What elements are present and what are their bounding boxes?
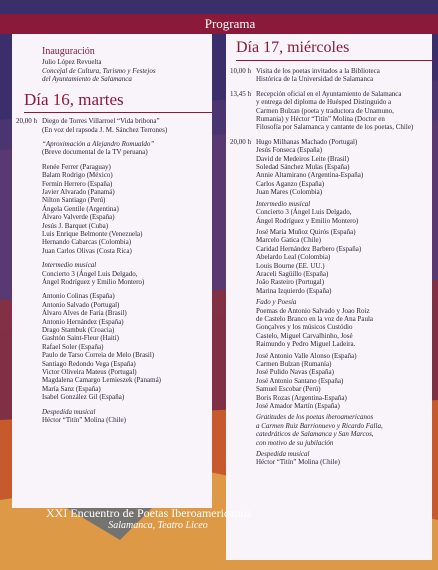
list-item: Antonio Colinas (España) — [42, 292, 115, 301]
session-line: Filosofía por Salamanca y cantante de los poetas, Chile) — [256, 123, 414, 132]
session-row — [230, 67, 434, 84]
interlude-line: Concierto 3 (Ángel Luis Delgado, — [256, 208, 352, 217]
session-time: 10,00 h — [230, 67, 251, 75]
list-item: Álvaro Valverde (España) — [42, 213, 115, 222]
gratitude-line: Gratitudes de los poetas iberoamericanos — [256, 413, 374, 422]
event-title: XXI Encuentro de Poetas Iberoamericanos — [46, 506, 252, 520]
list-item: Hernando Cabarcas (Colombia) — [42, 238, 132, 247]
interlude-title: Intermedio musical — [42, 261, 97, 270]
list-item: Boris Rozas (Argentina-España) — [256, 393, 347, 402]
farewell-title: Despedida musical — [256, 450, 310, 459]
poet-list — [256, 138, 434, 197]
inauguration-line: Julio López Revuelta — [42, 58, 102, 66]
list-item: Isabel González Gil (España) — [42, 393, 125, 402]
list-item: Santiago Redondo Vega (España) — [42, 359, 136, 368]
fado-title: Fado y Poesía — [256, 298, 297, 307]
interlude-line: Ángel Rodríguez y Emilio Montero) — [256, 216, 359, 225]
list-item: Abelardo Leal (Colombia) — [256, 253, 331, 262]
inauguration-body — [42, 58, 212, 84]
interlude-title: Intermedio musical — [256, 199, 311, 208]
list-item: Jesús Fonseca (España) — [256, 146, 323, 155]
list-item: João Rasteiro (Portugal) — [256, 278, 325, 287]
list-item: Drago Stambuk (Croacia) — [42, 326, 115, 335]
approx-subtitle: (Breve documental de la TV peruana) — [42, 148, 148, 157]
fado-line: de Castelo Branco en la voz de Ana Paula — [256, 314, 374, 323]
gratitude-line: con motivo de su jubilación — [256, 438, 334, 447]
farewell-line: Héctor “Titín” Molina (Chile) — [256, 458, 340, 467]
list-item: Antonio Hernández (España) — [42, 317, 124, 326]
poet-list — [42, 163, 212, 255]
farewell-title: Despedida musical — [42, 407, 96, 416]
session-row — [230, 138, 434, 467]
list-item: Carmen Bulzan (Rumanía) — [256, 360, 332, 368]
fado-line: Poemas de Antonio Salvado y Joao Roiz — [256, 306, 370, 315]
poet-list — [42, 292, 212, 401]
list-item: Paulo de Tarso Correia de Melo (Brasil) — [42, 351, 155, 360]
list-item: Álvaro Alves de Faria (Brasil) — [42, 309, 127, 318]
interlude-line: Concierto 3 (Ángel Luis Delgado, — [42, 269, 138, 278]
inauguration-line: del Ayuntamiento de Salamanca — [42, 75, 132, 84]
farewell-line: Héctor “Titín” Molina (Chile) — [42, 416, 126, 425]
left-column — [16, 46, 212, 425]
interlude-line: Ángel Rodríguez y Emilio Montero) — [42, 278, 145, 287]
list-item: Annie Altamirano (Argentina-España) — [256, 171, 364, 180]
page-title: Programa — [204, 16, 256, 31]
inauguration-line: Concejal de Cultura, Turismo y Festejos — [42, 66, 156, 75]
poet-list — [256, 228, 434, 295]
list-item: David de Medeiros Leite (Brasil) — [256, 154, 349, 163]
list-item: Victor Oliveira Mateus (Portugal) — [42, 368, 137, 377]
list-item: Marcelo Gatica (Chile) — [256, 236, 321, 245]
session-line: Histórica de la Universidad de Salamanca — [256, 75, 374, 84]
fado-line: Raimundo y Pedro Miguel Ladeira. — [256, 340, 356, 349]
session-line: (En voz del rapsoda J. M. Sánchez Terrones) — [42, 125, 168, 134]
list-item: Araceli Sagüillo (España) — [256, 269, 329, 278]
list-item: Gashtón Saint-Fleur (Haití) — [42, 334, 119, 343]
session-row — [16, 117, 212, 424]
right-column — [230, 38, 434, 467]
gratitude-line: a Carmen Ruiz Barrionuevo y Ricardo Falla, — [256, 421, 383, 430]
session-line: y entrega del diploma de Huésped Distinguido a — [256, 98, 392, 107]
list-item: Luis Enrique Belmonte (Venezuela) — [42, 229, 143, 238]
event-venue: Salamanca, Teatro Liceo — [108, 520, 208, 531]
list-item: Caridad Hernández Barbero (España) — [256, 244, 362, 253]
session-line: Visita de los poetas invitados a la Biblioteca — [256, 67, 380, 75]
session-line: Carmen Bulzan (poeta y traductora de Unamuno, — [256, 106, 394, 115]
list-item: Marina Izquierdo (España) — [256, 286, 332, 295]
list-item: Ángela Gentile (Argentina) — [42, 204, 119, 213]
list-item: José Antonio Santano (España) — [256, 376, 344, 385]
day-16-title: Día 16, martes — [24, 90, 212, 113]
fado-line: Castelo, Miguel Carvalhinho, José — [256, 331, 353, 340]
list-item: Hugo Milhanas Machado (Portugal) — [256, 137, 358, 146]
list-item: Juan Carlos Olivas (Costa Rica) — [42, 246, 132, 255]
list-item: Antonio Salvado (Portugal) — [42, 300, 120, 309]
list-item: Renée Ferrer (Paraguay) — [42, 162, 111, 171]
list-item: Magdalena Camargo Lemieszek (Panamá) — [42, 376, 162, 385]
gratitude-line: catedráticos de Salamanca y San Marcos, — [256, 430, 374, 439]
list-item: Nilton Santiago (Perú) — [42, 196, 106, 205]
session-line: Recepción oficial en el Ayuntamiento de Salamanca — [256, 89, 402, 98]
day-17-title: Día 17, miércoles — [236, 38, 434, 61]
session-time: 20,00 h — [16, 117, 37, 126]
list-item: José María Muñoz Quirós (España) — [256, 227, 356, 236]
list-item: Jesús J. Barquet (Cuba) — [42, 221, 109, 230]
list-item: Fermín Herrero (España) — [42, 179, 113, 188]
inauguration-title: Inauguración — [42, 46, 95, 57]
approx-title: “Aproximación a Alejandro Romualdo” — [42, 139, 155, 148]
session-row — [230, 90, 434, 132]
list-item: José Amador Martín (España) — [256, 402, 340, 411]
session-line: Diego de Torres Villarroel “Vida bribona” — [42, 117, 160, 126]
list-item: Juan Mares (Colombia) — [256, 188, 323, 197]
session-time: 20,00 h — [230, 137, 251, 146]
session-time: 13,45 h — [230, 89, 251, 98]
list-item: María Sanz (España) — [42, 384, 101, 393]
list-item: Carlos Aganzo (España) — [256, 179, 325, 188]
session-line: Rumania) y Héctor “Titín” Molina (Doctor en — [256, 115, 385, 124]
poet-list — [256, 352, 434, 411]
list-item: José Antonio Valle Alonso (España) — [256, 351, 357, 360]
list-item: Samuel Escobar (Perú) — [256, 385, 321, 394]
list-item: Louis Bourne (EE. UU.) — [256, 261, 325, 270]
fado-line: Gonçalves y los músicos Custódio — [256, 323, 353, 332]
list-item: Soledad Sánchez Mulas (España) — [256, 163, 350, 172]
list-item: Javier Alvarado (Panamá) — [42, 187, 115, 196]
list-item: Balam Rodrigo (México) — [42, 171, 113, 180]
list-item: José Pulido Navas (España) — [256, 368, 334, 377]
list-item: Rafael Soler (España) — [42, 342, 104, 351]
